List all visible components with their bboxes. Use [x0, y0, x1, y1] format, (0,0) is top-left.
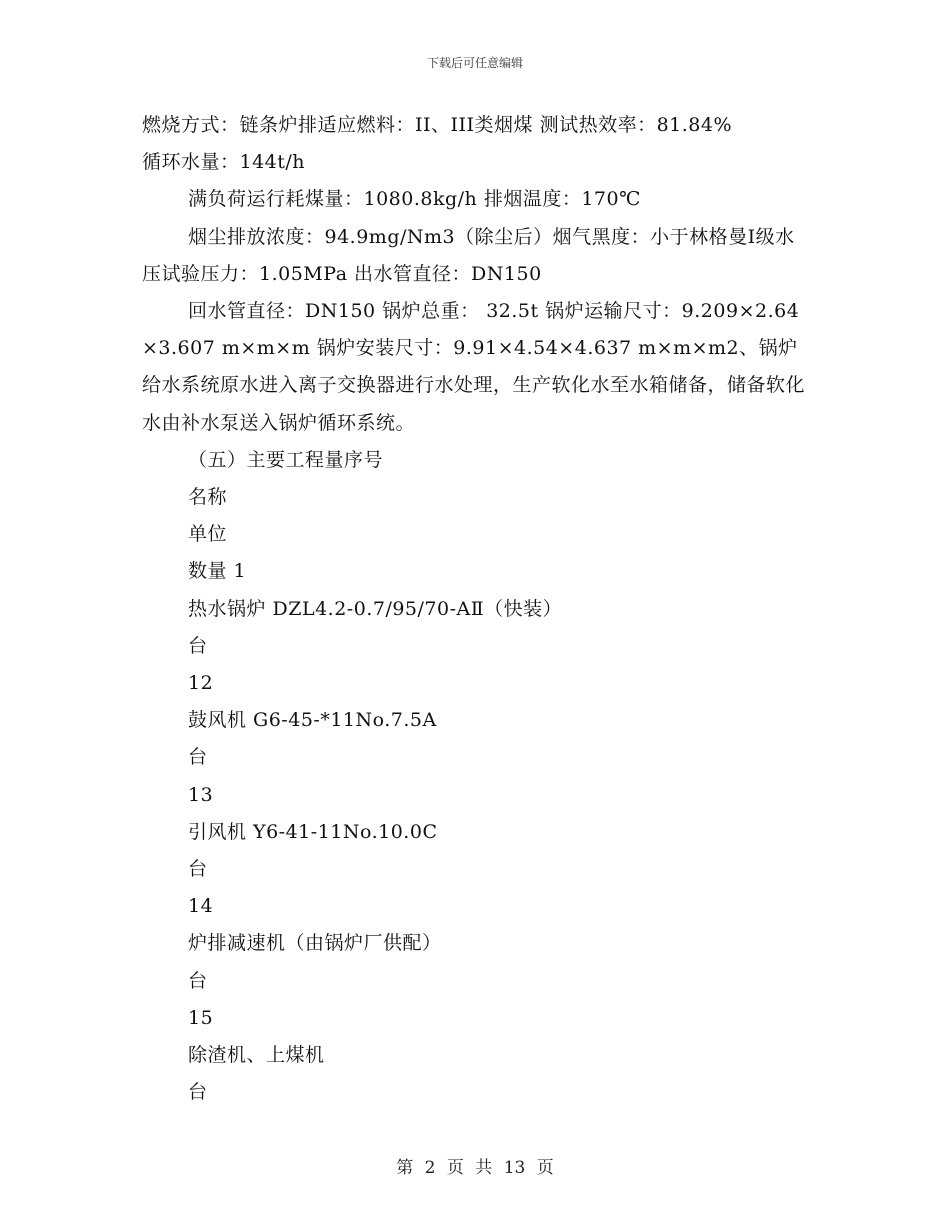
list-item: 12	[188, 672, 214, 695]
list-item: 14	[188, 895, 214, 918]
list-item: 台	[188, 1081, 208, 1104]
list-item: 台	[188, 746, 208, 769]
paragraph-circulation: 循环水量：144t/h	[142, 151, 306, 174]
list-item: 热水锅炉 DZL4.2-0.7/95/70-AⅡ（快装）	[188, 597, 563, 620]
paragraph-pipe-dimensions: 回水管直径：DN150 锅炉总重： 32.5t 锅炉运输尺寸：9.209×2.64×3.607 m×m×m 锅炉安装尺寸：9.91×4.54×4.637 m×m×m2、锅炉给水系统原水进入离子交换器进行水处理，生产软化水至水箱储备，储备软化水由补水泵送入锅炉循环系统。	[142, 300, 806, 434]
list-item: 数量 1	[188, 560, 247, 583]
list-item: 除渣机、上煤机	[188, 1044, 325, 1067]
page-header-note: 下载后可任意编辑	[426, 56, 523, 70]
list-item: 名称	[188, 486, 228, 509]
list-item: 台	[188, 858, 208, 881]
list-item: 台	[188, 969, 208, 992]
list-item: 15	[188, 1006, 214, 1029]
page-number-footer: 第 2 页 共 13 页	[396, 1158, 554, 1178]
list-item: 炉排减速机（由锅炉厂供配）	[188, 932, 442, 955]
list-item: 鼓风机 G6-45-*11No.7.5A	[188, 709, 437, 732]
list-item: 单位	[188, 523, 228, 546]
list-item: （五）主要工程量序号	[188, 448, 384, 471]
paragraph-combustion: 燃烧方式：链条炉排适应燃料：II、III类烟煤 测试热效率：81.84%	[142, 114, 733, 136]
paragraph-emission: 烟尘排放浓度：94.9mg/Nm3（除尘后）烟气黑度：小于林格曼Ⅰ级水压试验压力：1.05MPa 出水管直径：DN150	[142, 225, 795, 285]
list-item: 13	[188, 783, 214, 806]
list-item: 台	[188, 634, 208, 657]
paragraph-coal-consumption: 满负荷运行耗煤量：1080.8kg/h 排烟温度：170℃	[188, 188, 641, 211]
list-item: 引风机 Y6-41-11No.10.0C	[188, 820, 438, 843]
document-body	[142, 107, 814, 1111]
